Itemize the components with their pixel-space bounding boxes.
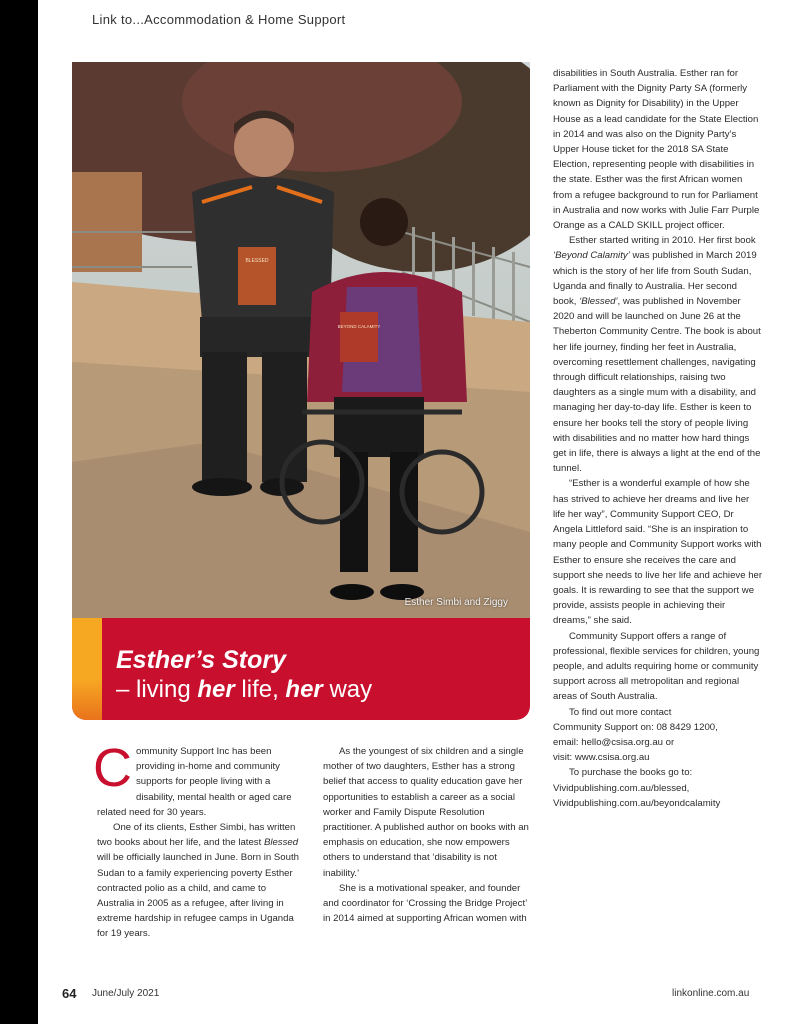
- book-blessed: [238, 247, 276, 305]
- footer-website: linkonline.com.au: [672, 988, 750, 999]
- paragraph: One of its clients, Esther Simbi, has written two books about her life, and the latest Blessed will be officially launched in June. Born in South Sudan to a family experiencing poverty Esther contracted polio as a child, and came to Australia in 2005 as a refugee, after living in extreme hardship in refugee camps in Uganda for 19 years.: [97, 822, 299, 940]
- contact-email: email: hello@csisa.org.au or: [553, 736, 675, 748]
- photo-illustration: [72, 62, 530, 618]
- book-blessed-title: BLESSED: [245, 258, 269, 264]
- article-column-3: [553, 66, 763, 811]
- drop-cap: C: [93, 738, 132, 798]
- paragraph: She is a motivational speaker, and founder and coordinator for ‘Crossing the Bridge Project’ in 2014 aimed at supporting African women with: [323, 882, 527, 925]
- article-column-1: [93, 738, 302, 942]
- purchase-link-blessed: Vividpublishing.com.au/blessed,: [553, 782, 690, 794]
- paragraph: To purchase the books go to:: [569, 767, 693, 779]
- banner-accent-stripe: [72, 618, 102, 720]
- paragraph: As the youngest of six children and a single mother of two daughters, Esther has a strong belief that access to quality education gave her opportunities to establish a career as a social worker and Family Dispute Resolution practitioner. A published author on books with an emphasis on education, she now empowers others to understand that ‘disability is not inability.’: [323, 746, 529, 879]
- photo-caption: Esther Simbi and Ziggy: [404, 597, 508, 608]
- section-header: Link to...Accommodation & Home Support: [92, 12, 346, 27]
- purchase-link-beyond-calamity: Vividpublishing.com.au/beyondcalamity: [553, 797, 721, 809]
- paragraph: “Esther is a wonderful example of how she has strived to achieve her dreams and live her life her way”, Community Support CEO, Dr Angela Littleford said. “She is an inspiration to many people and Community Support works with Esther to ensure she receives the care and support she needs to live her life and achieve her goals. It is rewarding to see that the support we provide, assists people in achieving their dreams,” she said.: [553, 478, 763, 627]
- story-title: Esther’s Story: [116, 646, 286, 674]
- paragraph: Community Support Inc has been providing in-home and community supports for people living with a disability, mental health or aged care related need for 30 years.: [93, 738, 292, 818]
- paragraph: Community Support offers a range of professional, flexible services for children, young people, and adults requiring home or community support across all metropolitan and regional areas of South Australia.: [553, 630, 760, 703]
- house-wall: [72, 172, 142, 272]
- book-beyond-calamity: [340, 312, 378, 362]
- book-beyond-calamity-title: BEYOND CALAMITY: [337, 324, 381, 329]
- paragraph: To find out more contact: [569, 706, 672, 718]
- paragraph: disabilities in South Australia. Esther ran for Parliament with the Dignity Party SA (formerly known as Dignity for Disability) in the Upper House as a lead candidate for the State Election in 2014 and was also on the Dignity Party’s Upper House ticket for the 2018 SA State Election, representing people with disabilities in the state. Esther was the first African women from a refugee background to run for Parliament in Australia and now works with Julie Farr Purple Orange as a CALD SKILL project officer.: [553, 68, 760, 232]
- article-column-2: [323, 744, 533, 926]
- story-title-banner: [72, 618, 530, 720]
- paragraph: Esther started writing in 2010. Her first book ‘Beyond Calamity’ was published in March 2019 which is the story of her life from South Sudan, Uganda and finally to Australia. Her second book, ‘Blessed’, was published in November 2020 and will be launched on June 26 at the Theberton Community Centre. The book is about her life journey, finding her feet in Australia, overcoming resettlement challenges, navigating through difficult relationships, raising two daughters as a single mum with a disability, and managing her day-to-day life. Esther is keen to ensure her books tell the story of people living with disabilities and no matter how hard things get in life, there is always a light at the end of the tunnel.: [553, 235, 761, 475]
- contact-website: visit: www.csisa.org.au: [553, 752, 650, 764]
- left-black-bar: [0, 0, 38, 1024]
- contact-phone: Community Support on: 08 8429 1200,: [553, 721, 718, 733]
- page-number: 64: [62, 986, 77, 1001]
- issue-date: June/July 2021: [92, 988, 160, 999]
- feature-photo: [72, 62, 530, 618]
- story-subtitle: – living her life, her way: [116, 676, 373, 703]
